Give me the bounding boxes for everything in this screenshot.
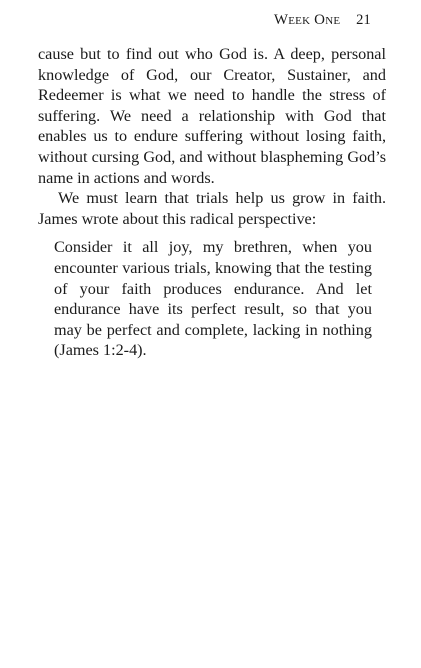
scripture-quote: Consider it all joy, my brethren, when you encounter various trials, knowing that the testing of your faith produces endurance. And let endurance have its perfect result, so that you may be perfect and complete, lacking in nothing (James 1:2-4). — [54, 238, 372, 360]
paragraph-2: We must learn that trials help us grow in faith. James wrote about this radical perspective: — [38, 189, 386, 228]
page-number: 21 — [356, 12, 371, 28]
body-text — [38, 44, 386, 361]
section-title: Week One — [273, 12, 341, 28]
paragraph-1: cause but to find out who God is. A deep, personal knowledge of God, our Creator, Sustainer, and Redeemer is what we need to handle the stress of suffering. We need a relationship with God that enables us to endure suffering without losing faith, without cursing God, and without blaspheming God’s name in actions and words. — [38, 45, 386, 187]
running-head — [274, 12, 371, 29]
